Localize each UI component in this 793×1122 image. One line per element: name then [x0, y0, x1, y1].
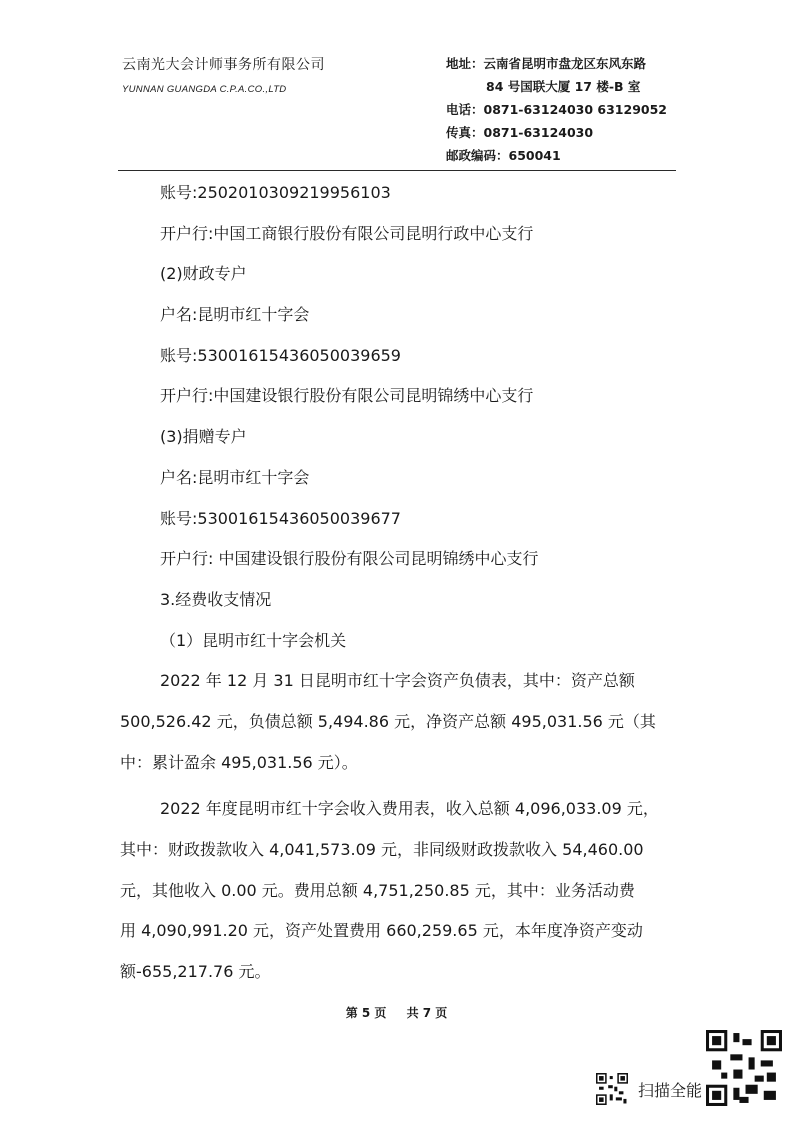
- page-number: 第 5 页: [345, 1006, 387, 1020]
- page-total: 共 7 页: [406, 1006, 448, 1020]
- paragraph-line: 其中：财政拨款收入 4,041,573.09 元，非同级财政拨款收入 54,460.00: [120, 840, 644, 859]
- text-line: 开户行: 中国建设银行股份有限公司昆明锦绣中心支行: [160, 549, 539, 569]
- address-line-1: 地址：云南省昆明市盘龙区东风东路: [446, 56, 647, 71]
- page-footer: [0, 1004, 793, 1021]
- text-line: 开户行:中国工商银行股份有限公司昆明行政中心支行: [160, 223, 534, 243]
- qr-code-icon: [596, 1073, 628, 1105]
- paragraph-line: 元，其他收入 0.00 元。费用总额 4,751,250.85 元，其中：业务活动费: [120, 880, 635, 900]
- firm-contact-block: [446, 54, 667, 169]
- postcode: 邮政编码：650041: [446, 148, 561, 163]
- text-line: 账号:2502010309219956103: [160, 183, 391, 202]
- text-line: 账号:53001615436050039677: [160, 508, 401, 528]
- firm-name-en: YUNNAN GUANGDA C.P.A.CO.,LTD: [122, 84, 287, 95]
- text-line: 户名:昆明市红十字会: [160, 467, 310, 487]
- firm-name-block: [122, 54, 325, 95]
- paragraph-line: 2022 年 12 月 31 日昆明市红十字会资产负债表，其中：资产总额: [160, 671, 635, 691]
- document-body: [120, 177, 685, 997]
- text-line: (3)捐赠专户: [160, 427, 247, 447]
- scanner-watermark: 扫描全能: [638, 1081, 703, 1100]
- paragraph-line: 500,526.42 元，负债总额 5,494.86 元，净资产总额 495,031.56 元（其: [120, 711, 656, 731]
- paragraph-income-statement: [120, 793, 685, 996]
- address-line-2: 84 号国联大厦 17 楼-B 室: [486, 79, 641, 94]
- section-heading: 3.经费收支情况: [160, 589, 272, 609]
- paragraph-balance-sheet: [120, 665, 685, 787]
- paragraph-line: 2022 年度昆明市红十字会收入费用表，收入总额 4,096,033.09 元，: [160, 799, 659, 819]
- text-line: (2)财政专户: [160, 264, 247, 284]
- subsection-heading: （1）昆明市红十字会机关: [160, 630, 347, 650]
- paragraph-line: 额-655,217.76 元。: [120, 962, 271, 982]
- phone: 电话：0871-63124030 63129052: [446, 102, 667, 117]
- text-line: 户名:昆明市红十字会: [160, 305, 310, 325]
- text-line: 开户行:中国建设银行股份有限公司昆明锦绣中心支行: [160, 386, 534, 406]
- paragraph-line: 中：累计盈余 495,031.56 元）。: [120, 752, 358, 772]
- firm-name-cn: 云南光大会计师事务所有限公司: [122, 57, 325, 73]
- qr-code-icon: [706, 1030, 782, 1106]
- text-line: 账号:53001615436050039659: [160, 345, 401, 365]
- paragraph-line: 用 4,090,991.20 元，资产处置费用 660,259.65 元，本年度净资产变动: [120, 921, 643, 941]
- header-divider: [118, 170, 676, 171]
- fax: 传真：0871-63124030: [446, 125, 594, 140]
